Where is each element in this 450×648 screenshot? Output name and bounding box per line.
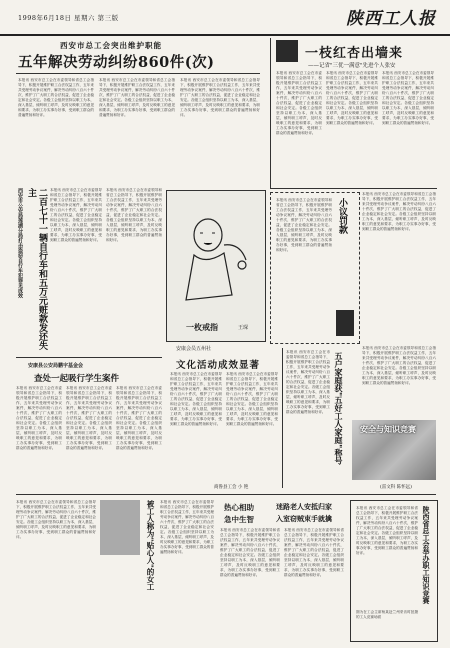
side-article-subhead: ——记省"三优一满意"先进个人张安 (308, 63, 396, 69)
vertical-article-left-headline: 二百七十一辆自行车和五万元赃款发还失主 (26, 188, 47, 350)
side-article-headline: 一枝红杏出墙来 (305, 46, 404, 61)
center-bottom-headline-b: 迷路老人安抵归家 (276, 502, 332, 511)
bottom-left-body: 本报讯 西安市总工会在市委领导和省总工会指导下，积极开展维护职工合法权益工作，五年来共受理劳动争议案件，解决劳动纠纷八百六十件次，维护了广大职工的合法权益，促进了企业稳定和社会安定。各级工会组织坚持以职工为本，深入基层，倾听职工呼声，及时反映职工的意见和要求，为职工办实事办好事，受到职工群众的普遍赞扬和好评。 (16, 500, 96, 539)
left-lower-kicker: 安康县公安局鹏宇基金会 (28, 363, 84, 369)
left-lower-body-2: 本报讯 西安市总工会在市委领导和省总工会指导下，积极开展维护职工合法权益工作，五年来共受理劳动争议案件，解决劳动纠纷八百六十件次，维护了广大职工的合法权益，促进了企业稳定和社会安定。各级工会组织坚持以职工为本，深入基层，倾听职工呼声，及时反映职工的意见和要求，为职工办实事办好事，受到职工群众的普遍赞扬和好评。 (66, 386, 112, 450)
center-lower-credit: 商鲁县工会 小 艳 (214, 485, 249, 490)
mid-vertical-headline: 五户家庭获"五好工人家庭"称号 (334, 352, 344, 465)
lead-article-headline: 五年解决劳动纠纷860件(次) (18, 54, 215, 71)
left-lower-headline: 查处一起吸行学生案件 (34, 374, 120, 384)
lead-article-body-col1: 本报讯 西安市总工会在市委领导和省总工会指导下，积极开展维护职工合法权益工作，五年来共受理劳动争议案件，解决劳动纠纷八百六十件次，维护了广大职工的合法权益，促进了企业稳定和社会安定。各级工会组织坚持以职工为本，深入基层，倾听职工呼声，及时反映职工的意见和要求，为职工办实事办好事，受到职工群众的普遍赞扬和好评。 (18, 78, 94, 117)
right-column-body-2: 本报讯 西安市总工会在市委领导和省总工会指导下，积极开展维护职工合法权益工作，五年来共受理劳动争议案件，解决劳动纠纷八百六十件次，维护了广大职工的合法权益，促进了企业稳定和社会安定。各级工会组织坚持以职工为本，深入基层，倾听职工呼声，及时反映职工的意见和要求，为职工办实事办好事，受到职工群众的普遍赞扬和好评。 (362, 346, 436, 385)
bottom-center-body-1: 本报讯 西安市总工会在市委领导和省总工会指导下，积极开展维护职工合法权益工作，五年来共受理劳动争议案件，解决劳动纠纷八百六十件次，维护了广大职工的合法权益，促进了企业稳定和社会安定。各级工会组织坚持以职工为本，深入基层，倾听职工呼声，及时反映职工的意见和要求，为职工办实事办好事，受到职工群众的普遍赞扬和好评。 (160, 500, 214, 554)
left-lower-rule (16, 357, 162, 358)
center-lower-body-1: 本报讯 西安市总工会在市委领导和省总工会指导下，积极开展维护职工合法权益工作，五年来共受理劳动争议案件，解决劳动纠纷八百六十件次，维护了广大职工的合法权益，促进了企业稳定和社会安定。各级工会组织坚持以职工为本，深入基层，倾听职工呼声，及时反映职工的意见和要求，为职工办实事办好事，受到职工群众的普遍赞扬和好评。 (170, 372, 222, 426)
lead-rule (16, 73, 260, 74)
bottom-center-body-2: 本报讯 西安市总工会在市委领导和省总工会指导下，积极开展维护职工合法权益工作，五年来共受理劳动争议案件，解决劳动纠纷八百六十件次，维护了广大职工的合法权益，促进了企业稳定和社会安定。各级工会组织坚持以职工为本，深入基层，倾听职工呼声，及时反映职工的意见和要求，为职工办实事办好事，受到职工群众的普遍赞扬和好评。 (220, 528, 280, 577)
lead-article-body-col3: 本报讯 西安市总工会在市委领导和省总工会指导下，积极开展维护职工合法权益工作，五年来共受理劳动争议案件，解决劳动纠纷八百六十件次，维护了广大职工的合法权益，促进了企业稳定和社会安定。各级工会组织坚持以职工为本，深入基层，倾听职工呼声，及时反映职工的意见和要求，为职工办实事办好事，受到职工群众的普遍赞扬和好评。 (180, 78, 260, 117)
bottom-caption: 图为在工会主席杨某赴兰州采访时拍摄的工人竞赛场面 (356, 610, 418, 619)
mid-vertical-body: 本报讯 西安市总工会在市委领导和省总工会指导下，积极开展维护职工合法权益工作，五年来共受理劳动争议案件，解决劳动纠纷八百六十件次，维护了广大职工的合法权益，促进了企业稳定和社会安定。各级工会组织坚持以职工为本，深入基层，倾听职工呼声，及时反映职工的意见和要求，为职工办实事办好事，受到职工群众的普遍赞扬和好评。 (286, 350, 330, 414)
essay-box-badge (336, 310, 354, 336)
side-article-body-col1: 本报讯 西安市总工会在市委领导和省总工会指导下，积极开展维护职工合法权益工作，五年来共受理劳动争议案件，解决劳动纠纷八百六十件次，维护了广大职工的合法权益，促进了企业稳定和社会安定。各级工会组织坚持以职工为本，深入基层，倾听职工呼声，及时反映职工的意见和要求，为职工办实事办好事，受到职工群众的普遍赞扬和好评。 (276, 71, 322, 135)
left-lower-body-1: 本报讯 西安市总工会在市委领导和省总工会指导下，积极开展维护职工合法权益工作，五年来共受理劳动争议案件，解决劳动纠纷八百六十件次，维护了广大职工的合法权益，促进了企业稳定和社会安定。各级工会组织坚持以职工为本，深入基层，倾听职工呼声，及时反映职工的意见和要求，为职工办实事办好事，受到职工群众的普遍赞扬和好评。 (16, 386, 62, 450)
bottom-right-body: 本报讯 西安市总工会在市委领导和省总工会指导下，积极开展维护职工合法权益工作，五年来共受理劳动争议案件，解决劳动纠纷八百六十件次，维护了广大职工的合法权益，促进了企业稳定和社会安定。各级工会组织坚持以职工为本，深入基层，倾听职工呼声，及时反映职工的意见和要求，为职工办实事办好事，受到职工群众的普遍赞扬和好评。 (356, 506, 418, 555)
date-line: 1998年6月18日 星期六 第三版 (18, 14, 119, 22)
mid-vertical-rule (282, 348, 283, 488)
side-article-body-col3: 本报讯 西安市总工会在市委领导和省总工会指导下，积极开展维护职工合法权益工作，五年来共受理劳动争议案件，解决劳动纠纷八百六十件次，维护了广大职工的合法权益，促进了企业稳定和社会安定。各级工会组织坚持以职工为本，深入基层，倾听职工呼声，及时反映职工的意见和要求，为职工办实事办好事，受到职工群众的普遍赞扬和好评。 (382, 71, 434, 125)
newspaper-logo: 陕西工人报 (346, 9, 436, 29)
illustration-author: 王琛 (238, 325, 249, 331)
illustration-drawing (176, 205, 254, 310)
bottom-left-photo (100, 500, 140, 555)
center-bottom-kicker: 被工人称为"贴心人"的女工 (146, 500, 155, 591)
essay-box-title: 小议罚款 (337, 198, 347, 234)
center-lower-headline: 文化活动成效显著 (176, 360, 261, 371)
left-lower-body-3: 本报讯 西安市总工会在市委领导和省总工会指导下，积极开展维护职工合法权益工作，五年来共受理劳动争议案件，解决劳动纠纷八百六十件次，维护了广大职工的合法权益，促进了企业稳定和社会安定。各级工会组织坚持以职工为本，深入基层，倾听职工呼声，及时反映职工的意见和要求，为职工办实事办好事，受到职工群众的普遍赞扬和好评。 (116, 386, 162, 450)
competition-photo-title: 安全与知识竞赛 (360, 424, 416, 434)
vertical-article-left-body-2: 本报讯 西安市总工会在市委领导和省总工会指导下，积极开展维护职工合法权益工作，五年来共受理劳动争议案件，解决劳动纠纷八百六十件次，维护了广大职工的合法权益，促进了企业稳定和社会安定。各级工会组织坚持以职工为本，深入基层，倾听职工呼声，及时反映职工的意见和要求，为职工办实事办好事，受到职工群众的普遍赞扬和好评。 (106, 188, 162, 242)
right-lower-credit: (雷文科 陈怀远) (380, 485, 412, 490)
illustration-title: 一枚戒指 (186, 322, 218, 332)
side-article-body-col2: 本报讯 西安市总工会在市委领导和省总工会指导下，积极开展维护职工合法权益工作，五年来共受理劳动争议案件，解决劳动纠纷八百六十件次，维护了广大职工的合法权益，促进了企业稳定和社会安定。各级工会组织坚持以职工为本，深入基层，倾听职工呼声，及时反映职工的意见和要求，为职工办实事办好事，受到职工群众的普遍赞扬和好评。 (326, 71, 378, 125)
center-bottom-headline-a: 热心相助 (224, 503, 254, 512)
bottom-center-body-3: 本报讯 西安市总工会在市委领导和省总工会指导下，积极开展维护职工合法权益工作，五年来共受理劳动争议案件，解决劳动纠纷八百六十件次，维护了广大职工的合法权益，促进了企业稳定和社会安定。各级工会组织坚持以职工为本，深入基层，倾听职工呼声，及时反映职工的意见和要求，为职工办实事办好事，受到职工群众的普遍赞扬和好评。 (284, 528, 344, 577)
masthead (0, 0, 450, 36)
lead-article-body-col2: 本报讯 西安市总工会在市委领导和省总工会指导下，积极开展维护职工合法权益工作，五年来共受理劳动争议案件，解决劳动纠纷八百六十件次，维护了广大职工的合法权益，促进了企业稳定和社会安定。各级工会组织坚持以职工为本，深入基层，倾听职工呼声，及时反映职工的意见和要求，为职工办实事办好事，受到职工群众的普遍赞扬和好评。 (99, 78, 175, 117)
center-bottom-headline-c: 急中生智 (224, 515, 254, 524)
right-vertical-headline: 陕西省总工会举办职工知识竞赛 (422, 506, 431, 604)
vertical-article-left-body-1: 本报讯 西安市总工会在市委领导和省总工会指导下，积极开展维护职工合法权益工作，五年来共受理劳动争议案件，解决劳动纠纷八百六十件次，维护了广大职工的合法权益，促进了企业稳定和社会安定。各级工会组织坚持以职工为本，深入基层，倾听职工呼声，及时反映职工的意见和要求，为职工办实事办好事，受到职工群众的普遍赞扬和好评。 (50, 188, 102, 242)
lead-article-kicker: 西安市总工会突出维护职能 (60, 41, 162, 50)
essay-box-body: 本报讯 西安市总工会在市委领导和省总工会指导下，积极开展维护职工合法权益工作，五年来共受理劳动争议案件，解决劳动纠纷八百六十件次，维护了广大职工的合法权益，促进了企业稳定和社会安定。各级工会组织坚持以职工为本，深入基层，倾听职工呼声，及时反映职工的意见和要求，为职工办实事办好事，受到职工群众的普遍赞扬和好评。 (276, 198, 332, 252)
right-column-body-1: 本报讯 西安市总工会在市委领导和省总工会指导下，积极开展维护职工合法权益工作，五年来共受理劳动争议案件，解决劳动纠纷八百六十件次，维护了广大职工的合法权益，促进了企业稳定和社会安定。各级工会组织坚持以职工为本，深入基层，倾听职工呼声，及时反映职工的意见和要求，为职工办实事办好事，受到职工群众的普遍赞扬和好评。 (362, 192, 436, 231)
credit-left: 安康会员五州社 (176, 346, 212, 352)
column-badge (276, 40, 298, 62)
center-lower-body-2: 本报讯 西安市总工会在市委领导和省总工会指导下，积极开展维护职工合法权益工作，五年来共受理劳动争议案件，解决劳动纠纷八百六十件次，维护了广大职工的合法权益，促进了企业稳定和社会安定。各级工会组织坚持以职工为本，深入基层，倾听职工呼声，及时反映职工的意见和要求，为职工办实事办好事，受到职工群众的普遍赞扬和好评。 (226, 372, 278, 426)
vertical-article-left-kicker: 西安市公安局莲湖分局打击盗窃自行车犯罪见成效 (17, 188, 23, 298)
bottom-rule (16, 494, 436, 495)
center-bottom-headline-d: 入室窃贼束手就擒 (276, 514, 332, 523)
